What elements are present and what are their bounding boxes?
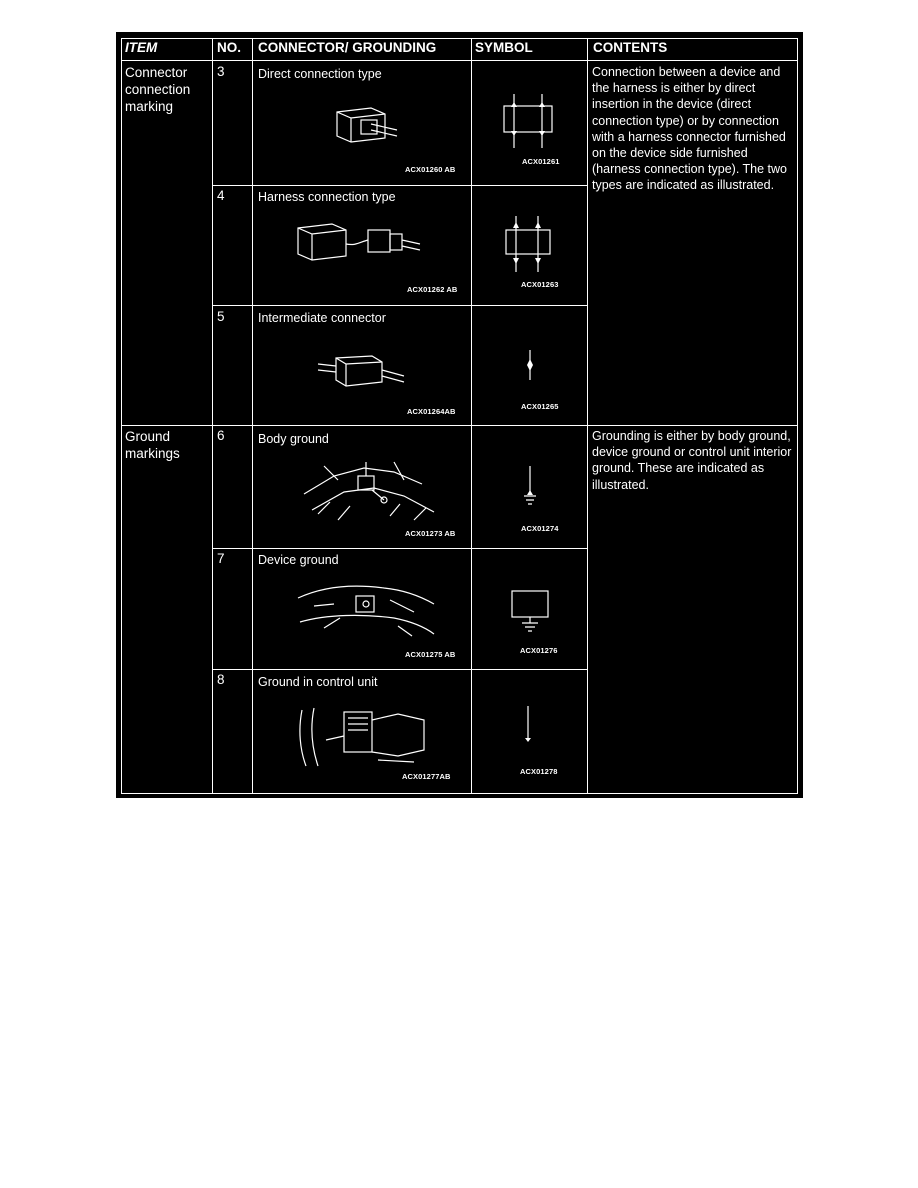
row-title: Device ground xyxy=(258,553,339,567)
image-code: ACX01273 AB xyxy=(405,529,456,538)
column-divider xyxy=(471,38,472,794)
symbol-code: ACX01278 xyxy=(520,767,558,776)
header-contents: CONTENTS xyxy=(593,40,668,55)
contents-connector-connection: Connection between a device and the harness is either by direct insertion in the device (direct connection type) or by connection with a harness connector furnished on the device side furnished (harness connection type). The two types are indicated as illustrated. xyxy=(592,65,788,193)
column-divider xyxy=(212,38,213,794)
symbol-code: ACX01265 xyxy=(521,402,559,411)
table-border-left xyxy=(121,38,122,794)
connector-grounding-table xyxy=(116,32,803,798)
item-connector-connection-marking: Connector connection marking xyxy=(125,65,191,114)
item-ground-markings: Ground markings xyxy=(125,429,180,461)
device-ground-illustration xyxy=(294,578,436,640)
row-number: 3 xyxy=(217,64,225,79)
ground-in-control-unit-symbol xyxy=(516,704,540,744)
row-title: Harness connection type xyxy=(258,190,396,204)
harness-connection-illustration xyxy=(294,216,424,272)
symbol-code: ACX01261 xyxy=(522,157,560,166)
symbol-code: ACX01276 xyxy=(520,646,558,655)
ground-in-control-unit-illustration xyxy=(294,700,434,770)
row-number: 6 xyxy=(217,428,225,443)
body-ground-symbol xyxy=(518,464,542,512)
image-code: ACX01262 AB xyxy=(407,285,458,294)
row-number: 5 xyxy=(217,309,225,324)
row-divider xyxy=(212,305,588,306)
symbol-code: ACX01274 xyxy=(521,524,559,533)
image-code: ACX01264AB xyxy=(407,407,456,416)
row-divider xyxy=(212,548,588,549)
column-divider xyxy=(587,38,588,794)
row-divider xyxy=(212,669,588,670)
device-ground-symbol xyxy=(508,587,552,633)
header-symbol: SYMBOL xyxy=(475,40,533,55)
body-ground-illustration xyxy=(294,454,442,526)
header-divider xyxy=(121,60,798,61)
image-code: ACX01275 AB xyxy=(405,650,456,659)
table-border-right xyxy=(797,38,798,794)
row-number: 8 xyxy=(217,672,225,687)
intermediate-connector-symbol xyxy=(520,348,540,382)
symbol-code: ACX01263 xyxy=(521,280,559,289)
column-divider xyxy=(252,38,253,794)
row-title: Ground in control unit xyxy=(258,675,378,689)
group-divider xyxy=(121,425,798,426)
row-title: Intermediate connector xyxy=(258,311,386,325)
row-number: 4 xyxy=(217,188,225,203)
row-title: Body ground xyxy=(258,432,329,446)
header-item: ITEM xyxy=(125,40,158,55)
table-border-top xyxy=(121,38,798,39)
row-divider xyxy=(212,185,588,186)
header-no: NO. xyxy=(217,40,242,55)
row-title: Direct connection type xyxy=(258,67,382,81)
intermediate-connector-illustration xyxy=(316,346,406,396)
direct-connection-illustration xyxy=(331,94,411,154)
header-connector-grounding: CONNECTOR/ GROUNDING xyxy=(258,40,437,55)
image-code: ACX01277AB xyxy=(402,772,451,781)
table-border-bottom xyxy=(121,793,798,794)
image-code: ACX01260 AB xyxy=(405,165,456,174)
row-number: 7 xyxy=(217,551,225,566)
harness-connection-symbol xyxy=(498,212,558,276)
direct-connection-symbol xyxy=(498,90,558,152)
contents-ground-markings: Grounding is either by body ground, device ground or control unit interior ground. These are indicated as illustrated. xyxy=(592,429,792,492)
